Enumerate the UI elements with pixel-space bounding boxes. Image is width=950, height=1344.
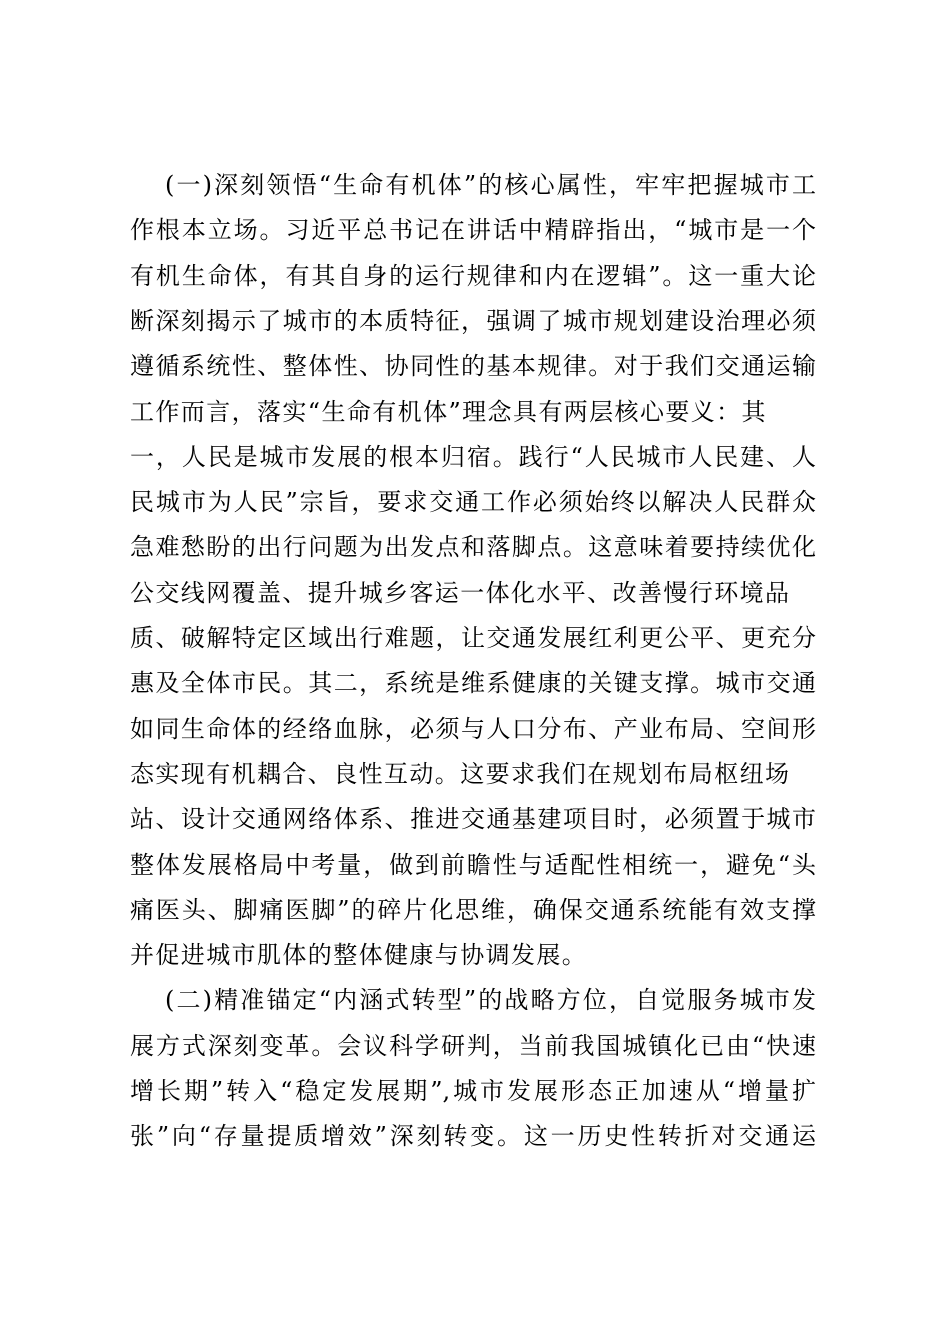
paragraph-text-line: 断深刻揭示了城市的本质特征，强调了城市规划建设治理必须 xyxy=(130,306,816,335)
paragraph-text-line: 质、破解特定区域出行难题，让交通发展红利更公平、更充分 xyxy=(130,624,816,652)
paragraph-text-line: 公交线网覆盖、提升城乡客运一体化水平、改善慢行环境品 xyxy=(130,578,791,607)
paragraph-text-line: 惠及全体市民。其二，系统是维系健康的关键支撑。城市交通 xyxy=(130,669,816,698)
paragraph-text-line: 并促进城市肌体的整体健康与协调发展。 xyxy=(130,941,588,970)
paragraph-text-line: 整体发展格局中考量，做到前瞻性与适配性相统一，避免“头 xyxy=(130,850,816,879)
paragraph-text-line: 急难愁盼的出行问题为出发点和落脚点。这意味着要持续优化 xyxy=(130,533,816,562)
paragraph-text-line: 遵循系统性、整体性、协同性的基本规律。对于我们交通运输 xyxy=(130,352,816,381)
paragraph-text-line: 增长期”转入“稳定发展期”,城市发展形态正加速从“增量扩 xyxy=(130,1077,816,1105)
paragraph-text-line: 站、设计交通网络体系、推进交通基建项目时，必须置于城市 xyxy=(130,805,816,834)
paragraph-text-line: 一，人民是城市发展的根本归宿。践行“人民城市人民建、人 xyxy=(130,442,816,471)
paragraph-text-line: 工作而言，落实“生命有机体”理念具有两层核心要义：其 xyxy=(130,397,767,426)
paragraph-text-line: 作根本立场。习近平总书记在讲话中精辟指出，“城市是一个 xyxy=(130,216,816,245)
paragraph-heading-line: (一)深刻领悟“生命有机体”的核心属性，牢牢把握城市工 xyxy=(165,171,816,199)
paragraph-text-line: 张”向“存量提质增效”深刻转变。这一历史性转折对交通运 xyxy=(130,1122,816,1151)
paragraph-text-line: 民城市为人民”宗旨，要求交通工作必须始终以解决人民群众 xyxy=(130,488,816,517)
paragraph-text-line: 有机生命体，有其自身的运行规律和内在逻辑”。这一重大论 xyxy=(130,261,816,290)
paragraph-text-line: 如同生命体的经络血脉，必须与人口分布、产业布局、空间形 xyxy=(130,714,816,743)
paragraph-text-line: 痛医头、脚痛医脚”的碎片化思维，确保交通系统能有效支撑 xyxy=(130,895,816,924)
paragraph-heading-line: (二)精准锚定“内涵式转型”的战略方位，自觉服务城市发 xyxy=(165,986,816,1015)
paragraph-text-line: 态实现有机耦合、良性互动。这要求我们在规划布局枢纽场 xyxy=(130,759,791,788)
paragraph-text-line: 展方式深刻变革。会议科学研判，当前我国城镇化已由“快速 xyxy=(130,1031,816,1060)
